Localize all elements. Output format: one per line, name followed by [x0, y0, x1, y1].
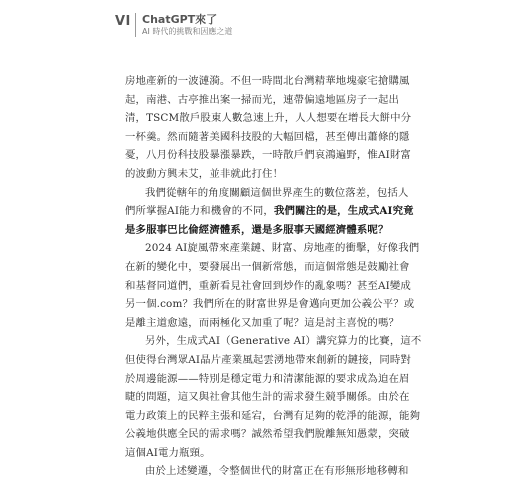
- text-line: 這個AI電力瓶頸。: [125, 446, 211, 459]
- text-line: 2024 AI旋風帶來產業鏈、財富、房地產的衝擊，好像我們: [145, 242, 420, 255]
- text-line: 一杯羹。然而隨著美國科技股的大幅回檔，甚至傳出蕭條的隱: [125, 130, 410, 143]
- text-line: 是離主道愈遠，而兩極化又加重了呢？這是討主喜悅的嗎？: [125, 316, 400, 329]
- text-line: 房地產新的一波漣漪。不但一時間北台灣精華地塊豪宅搶購風: [125, 75, 410, 87]
- emphasis-line: 是多服事巴比倫經濟體系，還是多服事天國經濟體系呢？: [125, 223, 389, 236]
- text-line: 另外，生成式AI（Generative AI）講究算力的比賽，這不: [145, 335, 422, 348]
- text-line: 的波動方興未艾，並非就此打住！: [125, 167, 284, 180]
- text-line: 另一個.com？我們所在的財富世界是會邁向更加公義公平？或: [125, 298, 415, 311]
- page-number: VI: [115, 14, 131, 29]
- text-line: 於周邊能源——特別是穩定電力和清潔能源的要求成為迫在眉: [125, 372, 410, 385]
- text-line: 和基督同道們，重新看見社會回到炒作的亂象嗎？甚至AI變成: [125, 279, 411, 292]
- header-divider: [135, 13, 136, 37]
- text-line: 但使得台灣眾AI晶片產業風起雲湧地帶來創新的鏈接，同時對: [125, 353, 411, 366]
- text-segment: 們所掌握AI能力和機會的不同，: [125, 205, 274, 218]
- text-line: 我們從轄年的角度關顧這個世界產生的數位落差，包括人: [145, 186, 409, 199]
- book-subtitle: AI 時代的挑戰和因應之道: [142, 27, 233, 36]
- emphasis-segment: 我們關注的是，生成式AI究竟: [273, 205, 414, 218]
- body-text: [125, 72, 422, 481]
- text-line: 在新的變化中，要發展出一個新常態，而這個常態是鼓勵社會: [125, 260, 410, 273]
- text-line: 睫的問題，這又與社會其他生計的需求發生競爭關係。由於在: [125, 391, 410, 404]
- text-line: 憂，八月份科技股暴漲暴跌，一時散戶們哀鴻遍野，惟AI財富: [125, 149, 411, 162]
- text-line: 起，南港、古亭推出案一掃而光，連帶偏遠地區房子一起出: [125, 93, 400, 106]
- text-line: 電力政策上的民粹主張和延宕，台灣有足夠的乾淨的能源，能夠: [125, 409, 421, 422]
- book-title: ChatGPT來了: [142, 13, 218, 26]
- text-line: 由於上述變遷，令整個世代的財富正在有形無形地移轉和: [145, 465, 409, 478]
- text-line-mixed: [125, 202, 414, 221]
- text-line: 公義地供應全民的需求嗎？誠然希望我們脫離無知愚蒙，突破: [125, 428, 410, 441]
- running-header: [115, 10, 415, 38]
- text-line: 清，TSCM散戶股東人數急速上升，人人想要在增長大餅中分: [125, 112, 412, 125]
